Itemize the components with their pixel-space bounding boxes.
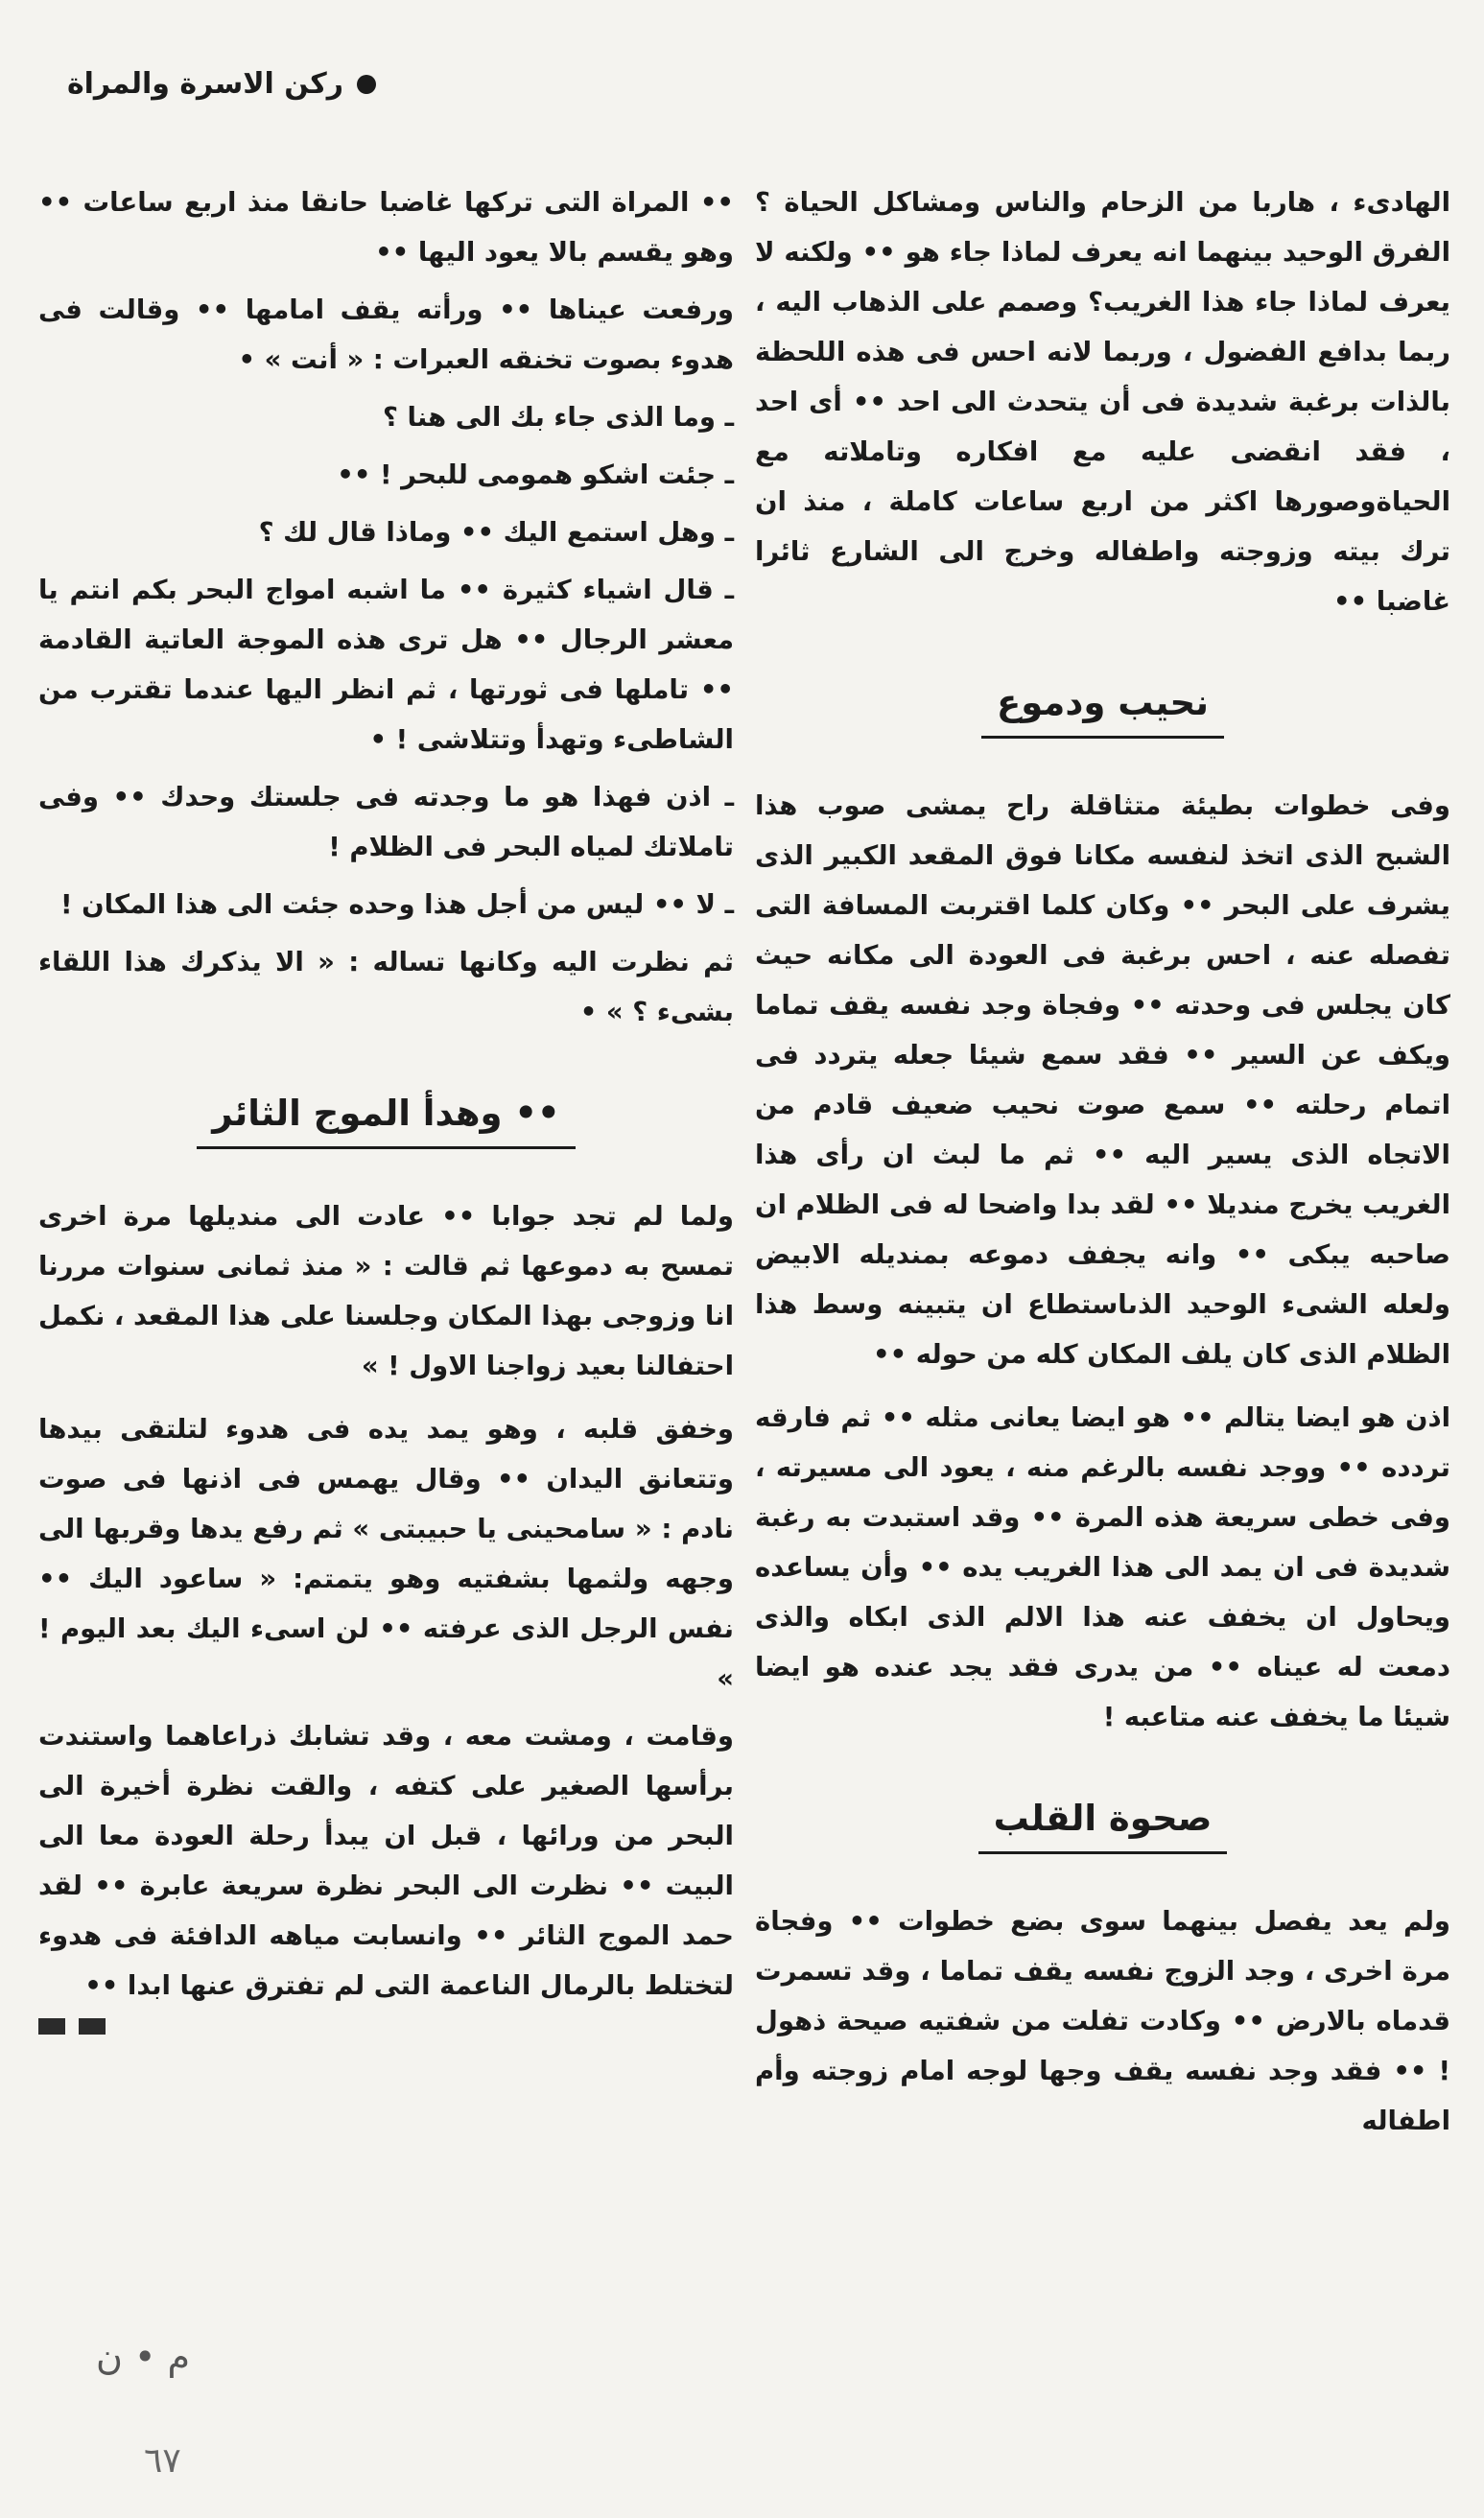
end-of-article-mark [38,2018,734,2035]
paragraph: اذن هو ايضا يتالم •• هو ايضا يعانى مثله •• ثم فارقه تردده •• ووجد نفسه بالرغم منه ، يعود الى مسيرته ، وفى خطى سريعة هذه المرة •• وقد استبدت به رغبة شديدة فى ان يمد الى هذا الغريب يده •• وأن يساعده ويحاول ان يخفف عنه هذا الالم الذى ابكاه والذى دمعت له عيناه •• من يدرى فقد يجد عنده هو ايضا شيئا ما يخفف عنه متاعبه ! [755,1402,1450,1732]
dialogue-line: ـ قال اشياء كثيرة •• ما اشبه امواج البحر بكم انتم يا معشر الرجال •• هل ترى هذه الموجة العاتية القادمة •• تاملها فى ثورتها ، ثم انظر اليها عندما تقترب من الشاطىء وتهدأ وتتلاشى ! • [38,575,734,755]
dialogue-line: ـ وما الذى جاء بك الى هنا ؟ [383,402,734,433]
end-square-icon [38,2018,65,2035]
end-square-icon [79,2018,106,2035]
dialogue-line: ـ لا •• ليس من أجل هذا وحده جئت الى هذا المكان ! [60,889,734,920]
paragraph: ولما لم تجد جوابا •• عادت الى منديلها مرة اخرى تمسح به دموعها ثم قالت : « منذ ثمانى سنوات مررنا انا وزوجى بهذا المكان وجلسنا على هذا المقعد ، نكمل احتفالنا بعيد زواجنا الاول ! » [38,1201,734,1381]
subheading-wave-calmed: •• وهدأ الموج الثائر [38,1089,734,1149]
left-column [38,177,734,2035]
section-header [67,67,376,101]
section-title: ركن الاسرة والمراة [66,67,343,101]
subheading-heart-awakening: صحوة القلب [755,1794,1450,1854]
bullet-icon [357,75,376,94]
dialogue-line: ـ اذن فهذا هو ما وجدته فى جلستك وحدك •• وفى تاملاتك لمياه البحر فى الظلام ! [38,782,734,862]
paragraph: وفى خطوات بطيئة متثاقلة راح يمشى صوب هذا الشبح الذى اتخذ لنفسه مكانا فوق المقعد الكبير الذى يشرف على البحر •• وكان كلما اقتربت المسافة التى تفصله عنه ، احس برغبة فى العودة الى مكانه حيث كان يجلس فى وحدته •• وفجاة وجد نفسه يقف تماما ويكف عن السير •• فقد سمع شيئا جعله يتردد فى اتمام رحلته •• سمع صوت نحيب ضعيف قادم من الاتجاه الذى يسير اليه •• ثم ما لبث ان رأى هذا الغريب يخرج منديلا •• لقد بدا واضحا له فى الظلام ان صاحبه يبكى •• وانه يجفف دموعه بمنديله الابيض ولعله الشىء الوحيد الذىاستطاع ان يتبينه وسط هذا الظلام الذى كان يلف المكان كله من حوله •• [755,790,1450,1370]
paragraph: وقامت ، ومشت معه ، وقد تشابك ذراعاهما واستندت برأسها الصغير على كتفه ، والقت نظرة أخيرة الى البحر من ورائها ، قبل ان يبدأ رحلة العودة معا الى البيت •• نظرت الى البحر نظرة سريعة عابرة •• لقد حمد الموج الثائر •• وانسابت مياهه الدافئة فى هدوء لتختلط بالرمال الناعمة التى لم تفترق عنها ابدا •• [38,1721,734,2001]
dialogue-line: ـ جئت اشكو همومى للبحر ! •• [337,459,734,490]
paragraph: •• المراة التى تركها غاضبا حانقا منذ اربع ساعات •• وهو يقسم بالا يعود اليها •• [38,187,734,268]
subheading-sobbing-tears: نحيب ودموع [755,678,1450,739]
intro-paragraph: الهادىء ، هاربا من الزحام والناس ومشاكل الحياة ؟ الفرق الوحيد بينهما انه يعرف لماذا جاء هو •• ولكنه لا يعرف لماذا جاء هذا الغريب؟ وصمم على الذهاب اليه ، ربما بدافع الفضول ، وربما لانه احس فى هذه اللحظة بالذات برغبة شديدة فى أن يتحدث الى احد •• أى احد ، فقد انقضى عليه مع افكاره وتاملاته مع الحياةوصورها اكثر من اربع ساعات كاملة ، منذ ان ترك بيته وزوجته واطفاله وخرج الى الشارع ثائرا غاضبا •• [755,187,1450,617]
page-number: ٦٧ [144,2441,181,2481]
paragraph: ثم نظرت اليه وكانها تساله : « الا يذكرك هذا اللقاء بشىء ؟ » • [38,947,734,1027]
dialogue-line: ـ وهل استمع اليك •• وماذا قال لك ؟ [258,517,734,548]
paragraph: وخفق قلبه ، وهو يمد يده فى هدوء لتلتقى بيدها وتتعانق اليدان •• وقال يهمس فى اذنها فى صوت نادم : « سامحينى يا حبيبتى » ثم رفع يدها وقربها الى وجهه ولثمها بشفتيه وهو يتمتم: « ساعود اليك •• نفس الرجل الذى عرفته •• لن اسىء اليك بعد اليوم ! » [38,1414,734,1694]
author-signature: م • ن [96,2336,191,2378]
paragraph: ورفعت عيناها •• ورأته يقف امامها •• وقالت فى هدوء بصوت تخنقه العبرات : « أنت » • [38,294,734,375]
right-column [755,177,1450,2153]
paragraph: ولم يعد يفصل بينهما سوى بضع خطوات •• وفجاة مرة اخرى ، وجد الزوج نفسه يقف تماما ، وقد تسمرت قدماه بالارض •• وكادت تفلت من شفتيه صيحة ذهول ! •• فقد وجد نفسه يقف وجها لوجه امام زوجته وأم اطفاله [755,1906,1450,2136]
